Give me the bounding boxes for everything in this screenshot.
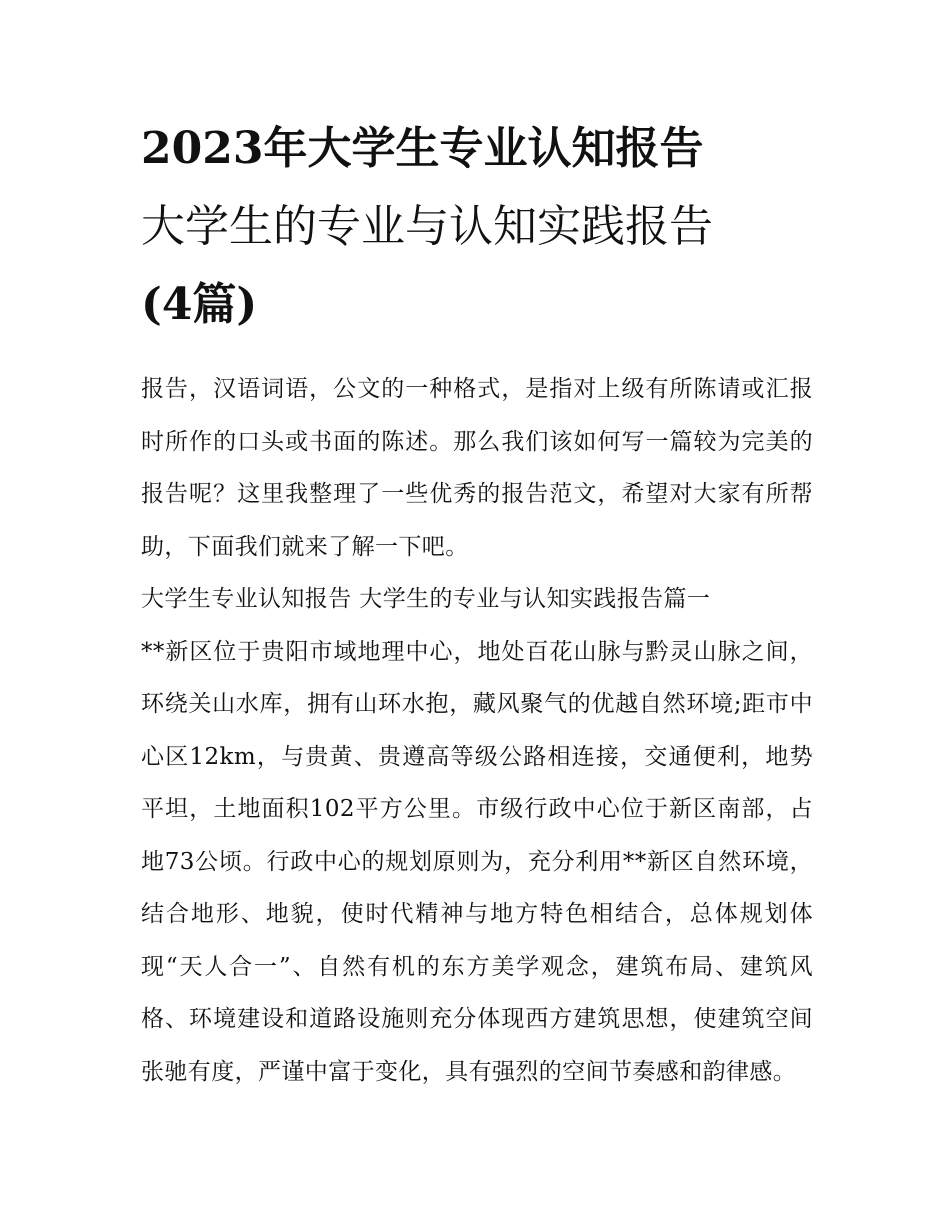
body-paragraph: **新区位于贵阳市域地理中心，地处百花山脉与黔灵山脉之间，环绕关山水库，拥有山环水抱，藏风聚气的优越自然环境;距市中心区12km，与贵黄、贵遵高等级公路相连接，交通便利，地势平坦，土地面积102平方公里。市级行政中心位于新区南部，占地73公顷。行政中心的规划原则为，充分利用**新区自然环境，结合地形、地貌，使时代精神与地方特色相结合，总体规划体现“天人合一”、自然有机的东方美学观念，建筑布局、建筑风格、环境建设和道路设施则充分体现西方建筑思想，使建筑空间张驰有度，严谨中富于变化，具有强烈的空间节奏感和韵律感。 <box>141 638 813 1085</box>
document-title <box>141 110 813 344</box>
intro-paragraph: 报告，汉语词语，公文的一种格式，是指对上级有所陈请或汇报时所作的口头或书面的陈述。那么我们该如何写一篇较为完美的报告呢？这里我整理了一些优秀的报告范文，希望对大家有所帮助，下面我们就来了解一下吧。 <box>141 376 813 560</box>
document-body <box>141 363 813 1098</box>
document-page <box>141 110 813 1098</box>
title-line-3: (4篇) <box>141 279 258 330</box>
section-heading: 大学生专业认知报告 大学生的专业与认知实践报告篇一 <box>141 586 711 612</box>
title-line-2: 大学生的专业与认知实践报告 <box>141 201 713 252</box>
title-line-1: 2023年大学生专业认知报告 <box>141 123 704 174</box>
